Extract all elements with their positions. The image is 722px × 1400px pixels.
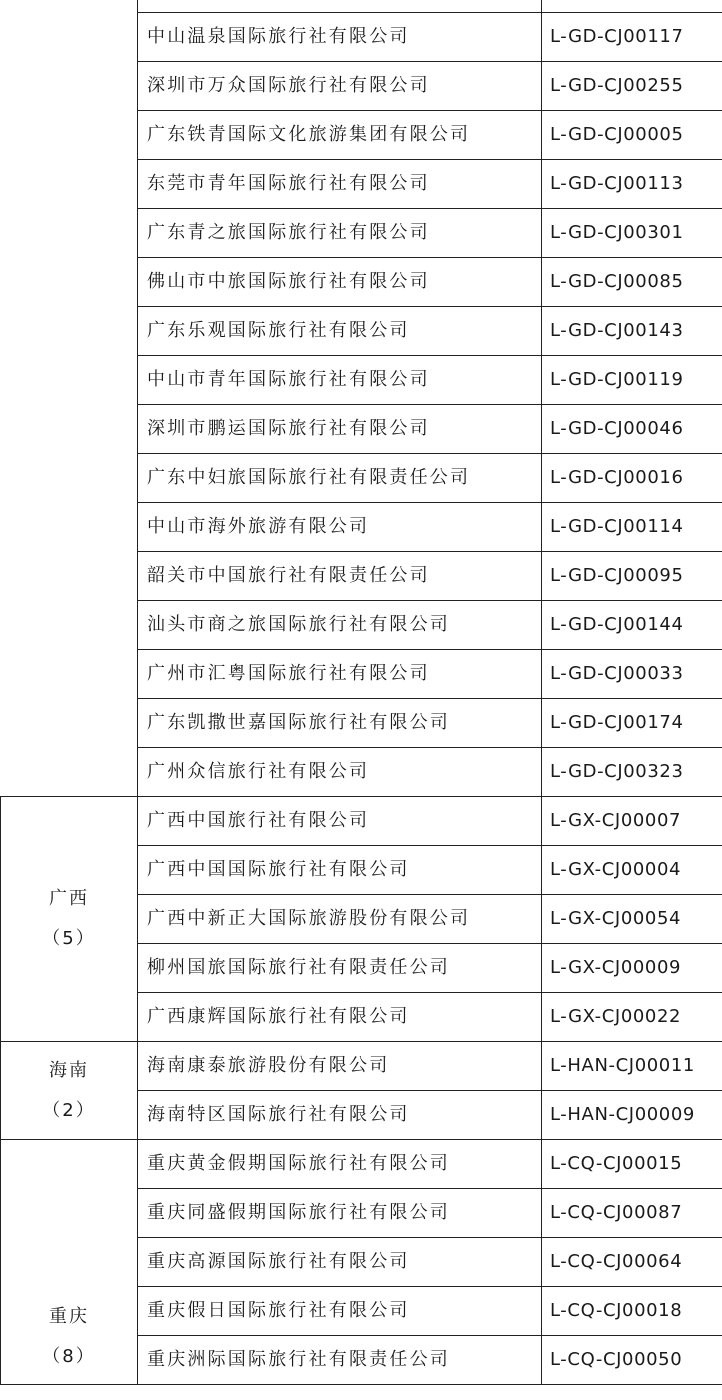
agency-name-cell: 重庆洲际国际旅行社有限责任公司 xyxy=(138,1336,542,1385)
license-code-cell: L-GD-CJ00005 xyxy=(542,111,722,160)
license-code-cell: L-GX-CJ00004 xyxy=(542,846,722,895)
agency-name-cell: 广东青之旅国际旅行社有限公司 xyxy=(138,209,542,258)
license-code-cell: L-GD-CJ00046 xyxy=(542,405,722,454)
agency-name-cell: 广州众信旅行社有限公司 xyxy=(138,748,542,797)
region-label xyxy=(1,383,138,405)
agency-name-cell: 柳州国旅国际旅行社有限责任公司 xyxy=(138,944,542,993)
license-code-cell: L-GD-CJ00174 xyxy=(542,699,722,748)
region-name: 广西 xyxy=(49,888,89,909)
agency-name-cell: 重庆同盛假期国际旅行社有限公司 xyxy=(138,1189,542,1238)
agency-name-cell xyxy=(138,0,542,13)
license-code-cell: L-CQ-CJ00050 xyxy=(542,1336,722,1385)
region-cell xyxy=(1,1140,138,1385)
license-code-cell: L-GD-CJ00301 xyxy=(542,209,722,258)
agency-name-cell: 广东铁青国际文化旅游集团有限公司 xyxy=(138,111,542,160)
agency-name-cell: 广西中新正大国际旅游股份有限公司 xyxy=(138,895,542,944)
agency-name-cell: 深圳市鹏运国际旅行社有限公司 xyxy=(138,405,542,454)
region-label xyxy=(1,1059,137,1121)
license-code-cell: L-GD-CJ00114 xyxy=(542,503,722,552)
license-code-cell: L-GD-CJ00016 xyxy=(542,454,722,503)
agency-name-cell: 海南特区国际旅行社有限公司 xyxy=(138,1091,542,1140)
license-code-cell: L-GD-CJ00143 xyxy=(542,307,722,356)
agency-name-cell: 广西中国旅行社有限公司 xyxy=(138,797,542,846)
license-code-cell: L-CQ-CJ00015 xyxy=(542,1140,722,1189)
license-code-cell: L-GD-CJ00323 xyxy=(542,748,722,797)
region-cell xyxy=(1,797,138,1042)
table-row xyxy=(1,797,722,846)
license-code-cell: L-GD-CJ00113 xyxy=(542,160,722,209)
agency-name-cell: 广东凯撒世嘉国际旅行社有限公司 xyxy=(138,699,542,748)
agency-name-cell: 东莞市青年国际旅行社有限公司 xyxy=(138,160,542,209)
agency-name-cell: 中山温泉国际旅行社有限公司 xyxy=(138,13,542,62)
license-code-cell: L-CQ-CJ00087 xyxy=(542,1189,722,1238)
license-code-cell: L-GX-CJ00022 xyxy=(542,993,722,1042)
region-name: 重庆 xyxy=(49,1306,89,1327)
agency-name-cell: 广西康辉国际旅行社有限公司 xyxy=(138,993,542,1042)
license-code-cell: L-GD-CJ00144 xyxy=(542,601,722,650)
agency-name-cell: 重庆假日国际旅行社有限公司 xyxy=(138,1287,542,1336)
license-code-cell: L-CQ-CJ00064 xyxy=(542,1238,722,1287)
license-code-cell: L-GD-CJ00033 xyxy=(542,650,722,699)
license-code-cell: L-HAN-CJ00011 xyxy=(542,1042,722,1091)
agency-name-cell: 海南康泰旅游股份有限公司 xyxy=(138,1042,542,1091)
license-code-cell: L-HAN-CJ00009 xyxy=(542,1091,722,1140)
license-code-cell xyxy=(542,0,722,13)
agency-name-cell: 重庆高源国际旅行社有限公司 xyxy=(138,1238,542,1287)
region-count: （5） xyxy=(42,928,96,949)
agency-name-cell: 广东中妇旅国际旅行社有限责任公司 xyxy=(138,454,542,503)
agency-name-cell: 中山市青年国际旅行社有限公司 xyxy=(138,356,542,405)
license-code-cell: L-GD-CJ00085 xyxy=(542,258,722,307)
license-code-cell: L-CQ-CJ00018 xyxy=(542,1287,722,1336)
region-name: 海南 xyxy=(49,1059,89,1081)
agency-name-cell: 深圳市万众国际旅行社有限公司 xyxy=(138,62,542,111)
agency-name-cell: 广西中国国际旅行社有限公司 xyxy=(138,846,542,895)
region-count: （2） xyxy=(42,1099,96,1121)
table-body xyxy=(1,0,722,1385)
table-row xyxy=(1,1140,722,1189)
license-code-cell: L-GX-CJ00054 xyxy=(542,895,722,944)
region-cell xyxy=(1,1042,138,1140)
region-label xyxy=(1,1158,137,1366)
license-code-cell: L-GX-CJ00007 xyxy=(542,797,722,846)
license-code-cell: L-GD-CJ00119 xyxy=(542,356,722,405)
license-code-cell: L-GD-CJ00117 xyxy=(542,13,722,62)
region-label xyxy=(1,890,137,948)
agency-name-cell: 佛山市中旅国际旅行社有限公司 xyxy=(138,258,542,307)
table-row xyxy=(1,0,722,13)
region-cell xyxy=(1,0,138,797)
region-count: （8） xyxy=(42,1346,96,1367)
agency-name-cell: 汕头市商之旅国际旅行社有限公司 xyxy=(138,601,542,650)
agency-name-cell: 韶关市中国旅行社有限责任公司 xyxy=(138,552,542,601)
license-code-cell: L-GD-CJ00255 xyxy=(542,62,722,111)
agency-name-cell: 重庆黄金假期国际旅行社有限公司 xyxy=(138,1140,542,1189)
license-code-cell: L-GD-CJ00095 xyxy=(542,552,722,601)
agency-name-cell: 中山市海外旅游有限公司 xyxy=(138,503,542,552)
agency-name-cell: 广州市汇粤国际旅行社有限公司 xyxy=(138,650,542,699)
agency-name-cell: 广东乐观国际旅行社有限公司 xyxy=(138,307,542,356)
table-row xyxy=(1,1042,722,1091)
license-code-cell: L-GX-CJ00009 xyxy=(542,944,722,993)
